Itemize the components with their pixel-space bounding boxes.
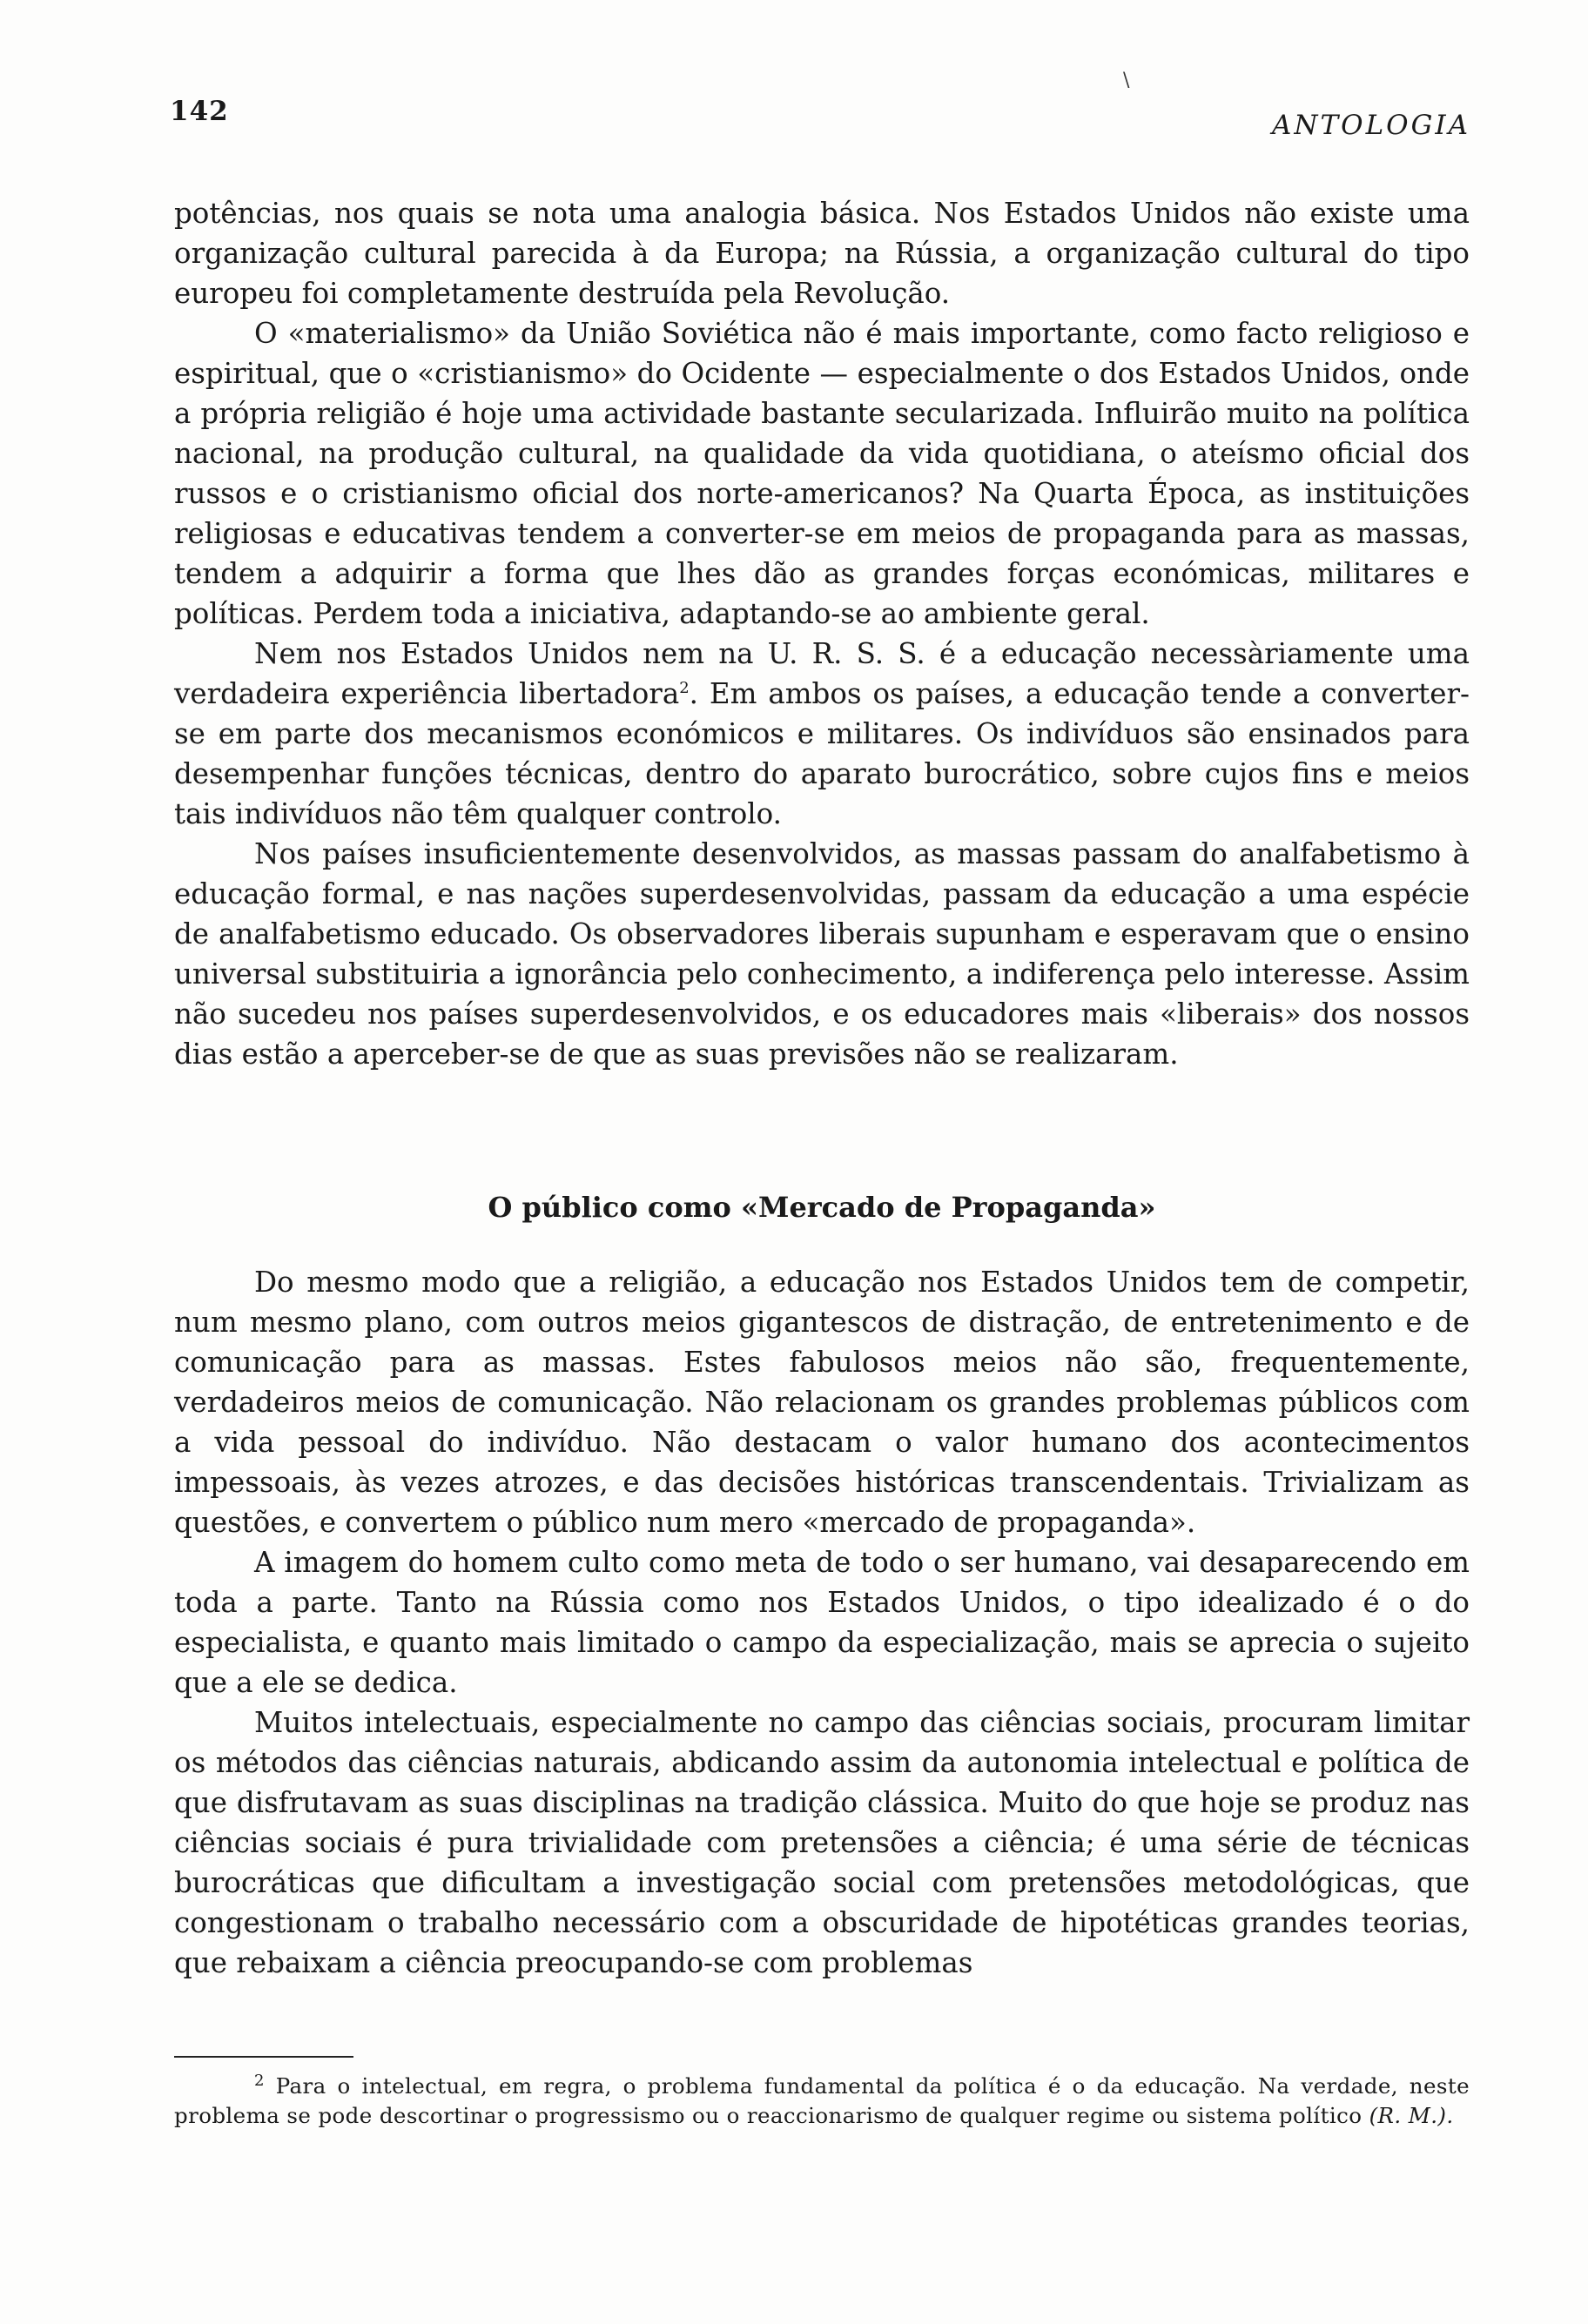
page-header <box>170 96 1470 148</box>
footnote-ref-marker: 2 <box>679 679 690 698</box>
footnote-text: Para o intelectual, em regra, o problema fundamental da política é o da educação. Na verdade, neste problema se pode descortinar o progressismo ou o reaccionarismo de qualquer regime ou sistema político <box>174 2073 1470 2128</box>
text-block-lower <box>174 1262 1470 1983</box>
print-speck: \ <box>1123 70 1130 91</box>
paragraph-text: . Em ambos os países, a educação tende a converter-se em parte dos mecanismos económicos e militares. Os indivíduos são ensinados para desempenhar funções técnicas, dentro do aparato burocrático, sobre cujos fins e meios tais indivíduos não têm qualquer controlo. <box>174 677 1470 830</box>
paragraph: Nos países insuficientemente desenvolvidos, as massas passam do analfabetismo à educação formal, e nas nações superdesenvolvidas, passam da educação a uma espécie de analfabetismo educado. Os observadores liberais supunham e esperavam que o ensino universal substituiria a ignorância pelo conhecimento, a indiferença pelo interesse. Assim não sucedeu nos países superdesenvolvidos, e os educadores mais «liberais» dos nossos dias estão a aperceber-se de que as suas previsões não se realizaram. <box>174 837 1470 1071</box>
paragraph: O «materialismo» da União Soviética não é mais importante, como facto religioso e espiritual, que o «cristianismo» do Ocidente — especialmente o dos Estados Unidos, onde a própria religião é hoje uma actividade bastante secularizada. Influirão muito na política nacional, na produção cultural, na qualidade da vida quotidiana, o ateísmo oficial dos russos e o cristianismo oficial dos norte-americanos? Na Quarta Época, as instituições religiosas e educativas tendem a converter-se em meios de propaganda para as massas, tendem a adquirir a forma que lhes dão as grandes forças económicas, militares e políticas. Perdem toda a iniciativa, adaptando-se ao ambiente geral. <box>174 317 1470 630</box>
text-block-upper <box>174 193 1470 1074</box>
footnote-reference: (R. M.). <box>1369 2103 1454 2128</box>
paragraph: Do mesmo modo que a religião, a educação nos Estados Unidos tem de competir, num mesmo plano, com outros meios gigantescos de distração, de entretenimento e de comunicação para as massas. Estes fabulosos meios não são, frequentemente, verdadeiros meios de comunicação. Não relacionam os grandes problemas públicos com a vida pessoal do indivíduo. Não destacam o valor humano dos acontecimentos impessoais, às vezes atrozes, e das decisões históricas transcendentais. Trivializam as questões, e convertem o público num mero «mercado de propaganda». <box>174 1266 1470 1539</box>
paragraph: A imagem do homem culto como meta de todo o ser humano, vai desaparecendo em toda a parte. Tanto na Rússia como nos Estados Unidos, o tipo idealizado é o do especialista, e quanto mais limitado o campo da especialização, mais se aprecia o sujeito que a ele se dedica. <box>174 1546 1470 1699</box>
footnote <box>174 2072 1470 2131</box>
paragraph: potências, nos quais se nota uma analogia básica. Nos Estados Unidos não existe uma organização cultural parecida à da Europa; na Rússia, a organização cultural do tipo europeu foi completamente destruída pela Revolução. <box>174 197 1470 310</box>
paragraph-with-footnote-ref <box>174 634 1470 834</box>
running-head: ANTOLOGIA <box>1271 110 1470 141</box>
paragraph: Muitos intelectuais, especialmente no campo das ciências sociais, procuram limitar os métodos das ciências naturais, abdicando assim da autonomia intelectual e política de que disfrutavam as suas disciplinas na tradição clássica. Muito do que hoje se produz nas ciências sociais é pura trivialidade com pretensões a ciência; é uma série de técnicas burocráticas que dificultam a investigação social com pretensões metodológicas, que congestionam o trabalho necessário com a obscuridade de hipotéticas grandes teorias, que rebaixam a ciência preocupando-se com problemas <box>174 1706 1470 1979</box>
footnote-marker: 2 <box>254 2071 265 2090</box>
section-heading: O público como «Mercado de Propaganda» <box>488 1191 1156 1224</box>
paragraph-text: Nem nos Estados Unidos nem na U. R. S. S. é a educação necessàriamente uma verdadeira experiência libertadora <box>174 637 1470 710</box>
footnote-divider <box>174 2056 353 2058</box>
page-number: 142 <box>170 96 229 127</box>
